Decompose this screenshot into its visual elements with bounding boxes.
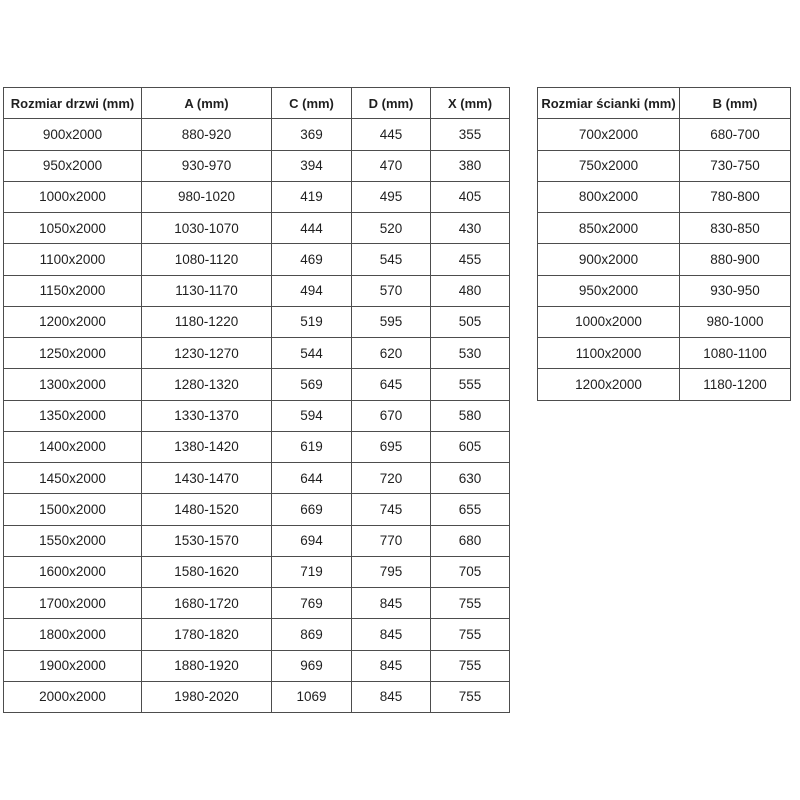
table-row bbox=[4, 494, 510, 525]
table-cell: 430 bbox=[431, 213, 510, 244]
table-cell: 355 bbox=[431, 119, 510, 150]
table-cell: 694 bbox=[272, 525, 352, 556]
table-cell: 780-800 bbox=[680, 181, 791, 212]
table-cell: 495 bbox=[352, 181, 431, 212]
table-cell: 530 bbox=[431, 338, 510, 369]
table-row bbox=[4, 588, 510, 619]
table-cell: 555 bbox=[431, 369, 510, 400]
table-cell: 1780-1820 bbox=[142, 619, 272, 650]
table-cell: 1069 bbox=[272, 681, 352, 712]
table-cell: 680 bbox=[431, 525, 510, 556]
table-cell: 605 bbox=[431, 431, 510, 462]
table-cell: 469 bbox=[272, 244, 352, 275]
table-cell: 1700x2000 bbox=[4, 588, 142, 619]
table-row bbox=[4, 556, 510, 587]
table-cell: 969 bbox=[272, 650, 352, 681]
table-cell: 595 bbox=[352, 306, 431, 337]
table-cell: 720 bbox=[352, 463, 431, 494]
table-cell: 1380-1420 bbox=[142, 431, 272, 462]
table-cell: 730-750 bbox=[680, 150, 791, 181]
table-cell: 444 bbox=[272, 213, 352, 244]
header-row bbox=[538, 88, 791, 119]
table-cell: 1800x2000 bbox=[4, 619, 142, 650]
table-cell: 980-1020 bbox=[142, 181, 272, 212]
table-cell: 570 bbox=[352, 275, 431, 306]
table-cell: 1150x2000 bbox=[4, 275, 142, 306]
table-cell: 900x2000 bbox=[4, 119, 142, 150]
table-cell: 1050x2000 bbox=[4, 213, 142, 244]
table-cell: 1580-1620 bbox=[142, 556, 272, 587]
table-cell: 1980-2020 bbox=[142, 681, 272, 712]
table-cell: 845 bbox=[352, 681, 431, 712]
table-row bbox=[4, 244, 510, 275]
table-cell: 845 bbox=[352, 588, 431, 619]
table-cell: 795 bbox=[352, 556, 431, 587]
table-cell: 1400x2000 bbox=[4, 431, 142, 462]
table-row bbox=[4, 525, 510, 556]
table-cell: 930-950 bbox=[680, 275, 791, 306]
table-cell: 655 bbox=[431, 494, 510, 525]
table-cell: 1100x2000 bbox=[538, 338, 680, 369]
table-cell: 1080-1120 bbox=[142, 244, 272, 275]
table-row bbox=[4, 213, 510, 244]
table-cell: 705 bbox=[431, 556, 510, 587]
table-cell: 880-920 bbox=[142, 119, 272, 150]
table-cell: 745 bbox=[352, 494, 431, 525]
table-cell: 1200x2000 bbox=[538, 369, 680, 400]
table-row bbox=[538, 213, 791, 244]
table-cell: 755 bbox=[431, 681, 510, 712]
table-row bbox=[4, 650, 510, 681]
table-cell: 900x2000 bbox=[538, 244, 680, 275]
table-row bbox=[4, 369, 510, 400]
table-cell: 1200x2000 bbox=[4, 306, 142, 337]
table-cell: 644 bbox=[272, 463, 352, 494]
wall-panel-size-table bbox=[537, 87, 791, 401]
table-cell: 619 bbox=[272, 431, 352, 462]
column-header: C (mm) bbox=[272, 88, 352, 119]
table-row bbox=[4, 400, 510, 431]
table-cell: 1330-1370 bbox=[142, 400, 272, 431]
table-row bbox=[4, 681, 510, 712]
table-cell: 680-700 bbox=[680, 119, 791, 150]
table-cell: 1450x2000 bbox=[4, 463, 142, 494]
table-cell: 669 bbox=[272, 494, 352, 525]
table-cell: 950x2000 bbox=[538, 275, 680, 306]
table-cell: 1000x2000 bbox=[4, 181, 142, 212]
table-cell: 1080-1100 bbox=[680, 338, 791, 369]
column-header: X (mm) bbox=[431, 88, 510, 119]
table-cell: 1430-1470 bbox=[142, 463, 272, 494]
table-cell: 1230-1270 bbox=[142, 338, 272, 369]
table-cell: 1550x2000 bbox=[4, 525, 142, 556]
table-cell: 850x2000 bbox=[538, 213, 680, 244]
table-cell: 1130-1170 bbox=[142, 275, 272, 306]
table-cell: 594 bbox=[272, 400, 352, 431]
table-cell: 719 bbox=[272, 556, 352, 587]
table-cell: 750x2000 bbox=[538, 150, 680, 181]
table-row bbox=[538, 275, 791, 306]
column-header: A (mm) bbox=[142, 88, 272, 119]
table-cell: 800x2000 bbox=[538, 181, 680, 212]
table-cell: 695 bbox=[352, 431, 431, 462]
table-row bbox=[4, 463, 510, 494]
table-cell: 770 bbox=[352, 525, 431, 556]
table-cell: 445 bbox=[352, 119, 431, 150]
table-cell: 580 bbox=[431, 400, 510, 431]
table-row bbox=[4, 306, 510, 337]
table-cell: 1350x2000 bbox=[4, 400, 142, 431]
column-header: D (mm) bbox=[352, 88, 431, 119]
table-cell: 1100x2000 bbox=[4, 244, 142, 275]
table-cell: 645 bbox=[352, 369, 431, 400]
column-header: Rozmiar ścianki (mm) bbox=[538, 88, 680, 119]
table-cell: 1180-1200 bbox=[680, 369, 791, 400]
table-cell: 470 bbox=[352, 150, 431, 181]
table-cell: 505 bbox=[431, 306, 510, 337]
table-cell: 755 bbox=[431, 619, 510, 650]
table-cell: 480 bbox=[431, 275, 510, 306]
table-row bbox=[538, 150, 791, 181]
table-cell: 1900x2000 bbox=[4, 650, 142, 681]
table-cell: 380 bbox=[431, 150, 510, 181]
table-cell: 1000x2000 bbox=[538, 306, 680, 337]
table-cell: 1500x2000 bbox=[4, 494, 142, 525]
table-row bbox=[4, 181, 510, 212]
table-cell: 755 bbox=[431, 650, 510, 681]
table-row bbox=[538, 244, 791, 275]
table-cell: 830-850 bbox=[680, 213, 791, 244]
table-cell: 1280-1320 bbox=[142, 369, 272, 400]
table-cell: 455 bbox=[431, 244, 510, 275]
table-cell: 544 bbox=[272, 338, 352, 369]
table-cell: 1300x2000 bbox=[4, 369, 142, 400]
table-cell: 1250x2000 bbox=[4, 338, 142, 369]
table-cell: 1530-1570 bbox=[142, 525, 272, 556]
table-cell: 755 bbox=[431, 588, 510, 619]
table-cell: 1180-1220 bbox=[142, 306, 272, 337]
table-row bbox=[4, 275, 510, 306]
table-row bbox=[538, 306, 791, 337]
header-row bbox=[4, 88, 510, 119]
table-row bbox=[4, 150, 510, 181]
table-cell: 869 bbox=[272, 619, 352, 650]
table-cell: 394 bbox=[272, 150, 352, 181]
table-cell: 2000x2000 bbox=[4, 681, 142, 712]
table-cell: 980-1000 bbox=[680, 306, 791, 337]
table-row bbox=[538, 338, 791, 369]
table-cell: 880-900 bbox=[680, 244, 791, 275]
table-cell: 569 bbox=[272, 369, 352, 400]
table-cell: 519 bbox=[272, 306, 352, 337]
table-cell: 845 bbox=[352, 619, 431, 650]
table-cell: 930-970 bbox=[142, 150, 272, 181]
table-row bbox=[4, 431, 510, 462]
column-header: B (mm) bbox=[680, 88, 791, 119]
table-row bbox=[538, 369, 791, 400]
table-cell: 405 bbox=[431, 181, 510, 212]
table-cell: 419 bbox=[272, 181, 352, 212]
table-cell: 670 bbox=[352, 400, 431, 431]
table-row bbox=[4, 338, 510, 369]
table-row bbox=[4, 619, 510, 650]
table-cell: 769 bbox=[272, 588, 352, 619]
table-cell: 1600x2000 bbox=[4, 556, 142, 587]
table-cell: 520 bbox=[352, 213, 431, 244]
table-cell: 620 bbox=[352, 338, 431, 369]
table-cell: 545 bbox=[352, 244, 431, 275]
table-cell: 369 bbox=[272, 119, 352, 150]
table-row bbox=[4, 119, 510, 150]
column-header: Rozmiar drzwi (mm) bbox=[4, 88, 142, 119]
door-size-table bbox=[3, 87, 510, 713]
table-cell: 1480-1520 bbox=[142, 494, 272, 525]
table-cell: 845 bbox=[352, 650, 431, 681]
table-cell: 1880-1920 bbox=[142, 650, 272, 681]
table-row bbox=[538, 181, 791, 212]
table-cell: 1030-1070 bbox=[142, 213, 272, 244]
table-row bbox=[538, 119, 791, 150]
table-cell: 950x2000 bbox=[4, 150, 142, 181]
table-cell: 494 bbox=[272, 275, 352, 306]
table-cell: 1680-1720 bbox=[142, 588, 272, 619]
table-cell: 630 bbox=[431, 463, 510, 494]
table-cell: 700x2000 bbox=[538, 119, 680, 150]
